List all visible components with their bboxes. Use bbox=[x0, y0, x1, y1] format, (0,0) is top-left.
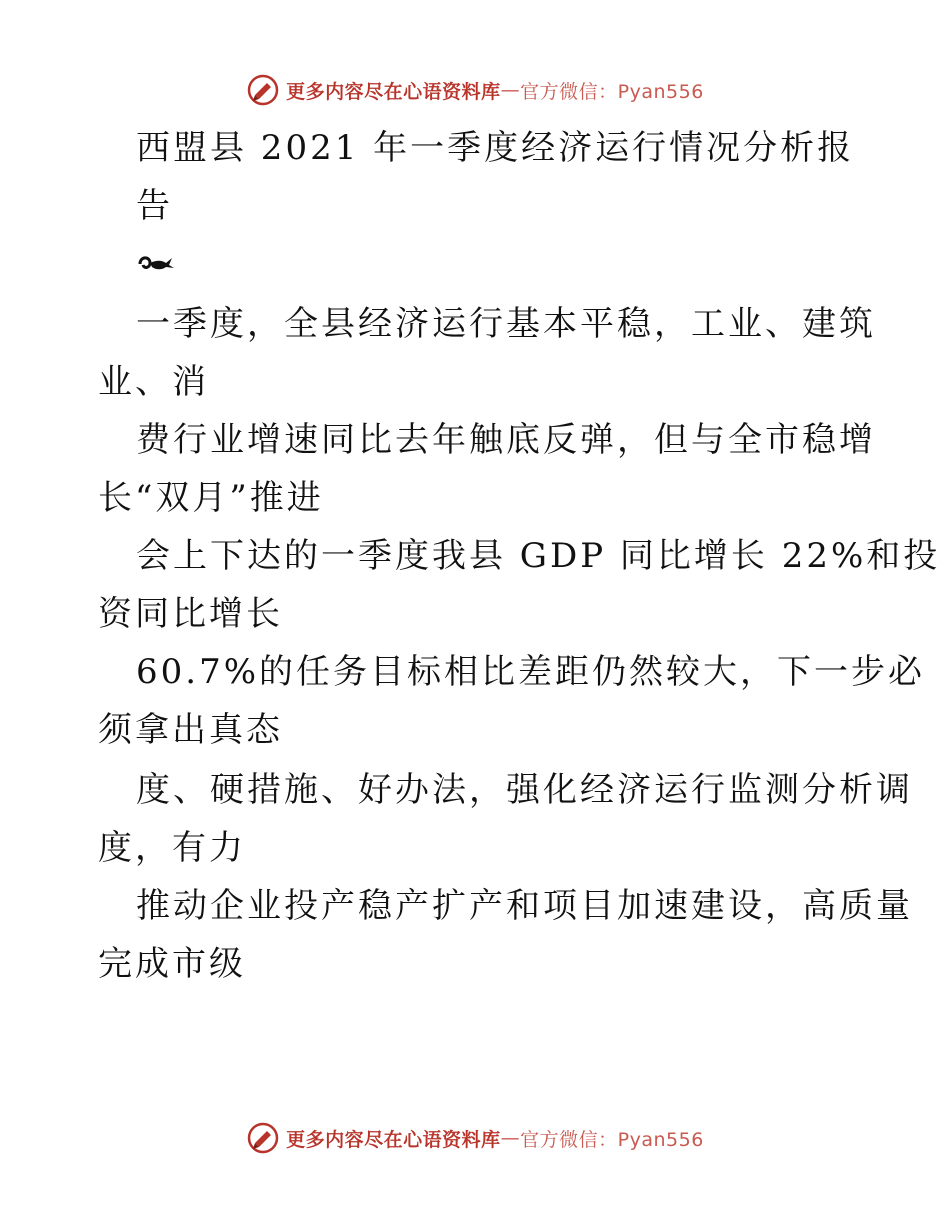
body-line-2: 业、消 bbox=[98, 362, 209, 402]
footer-banner bbox=[0, 1118, 950, 1158]
document-title-line-1: 西盟县 2021 年一季度经济运行情况分析报 bbox=[136, 128, 855, 168]
body-line-8: 须拿出真态 bbox=[98, 710, 283, 750]
body-line-12: 完成市级 bbox=[98, 944, 246, 984]
brand-logo-icon bbox=[246, 73, 280, 107]
banner-contact-text: 官方微信：Pyan556 bbox=[520, 80, 704, 103]
header-banner bbox=[0, 70, 950, 110]
body-line-10: 度，有力 bbox=[98, 828, 246, 868]
body-line-5: 会上下达的一季度我县 GDP 同比增长 22%和投 bbox=[136, 536, 941, 576]
body-line-1: 一季度，全县经济运行基本平稳，工业、建筑 bbox=[136, 304, 876, 344]
body-line-11: 推动企业投产稳产扩产和项目加速建设，高质量 bbox=[136, 886, 913, 926]
body-line-4: 长“双月”推进 bbox=[98, 478, 324, 518]
body-line-9: 度、硬措施、好办法，强化经济运行监测分析调 bbox=[136, 770, 913, 810]
decorative-scroll-icon bbox=[136, 248, 176, 278]
body-line-3: 费行业增速同比去年触底反弹，但与全市稳增 bbox=[136, 420, 876, 460]
banner-contact-text: 官方微信：Pyan556 bbox=[520, 1128, 704, 1151]
banner-main-text: 更多内容尽在心语资料库 bbox=[286, 80, 501, 103]
body-line-7: 60.7%的任务目标相比差距仍然较大，下一步必 bbox=[136, 652, 926, 692]
body-line-6: 资同比增长 bbox=[98, 594, 283, 634]
banner-separator: — bbox=[500, 1127, 521, 1149]
brand-logo-icon bbox=[246, 1121, 280, 1155]
banner-main-text: 更多内容尽在心语资料库 bbox=[286, 1128, 501, 1151]
banner-separator: — bbox=[500, 79, 521, 101]
document-title-line-2: 告 bbox=[136, 186, 173, 226]
